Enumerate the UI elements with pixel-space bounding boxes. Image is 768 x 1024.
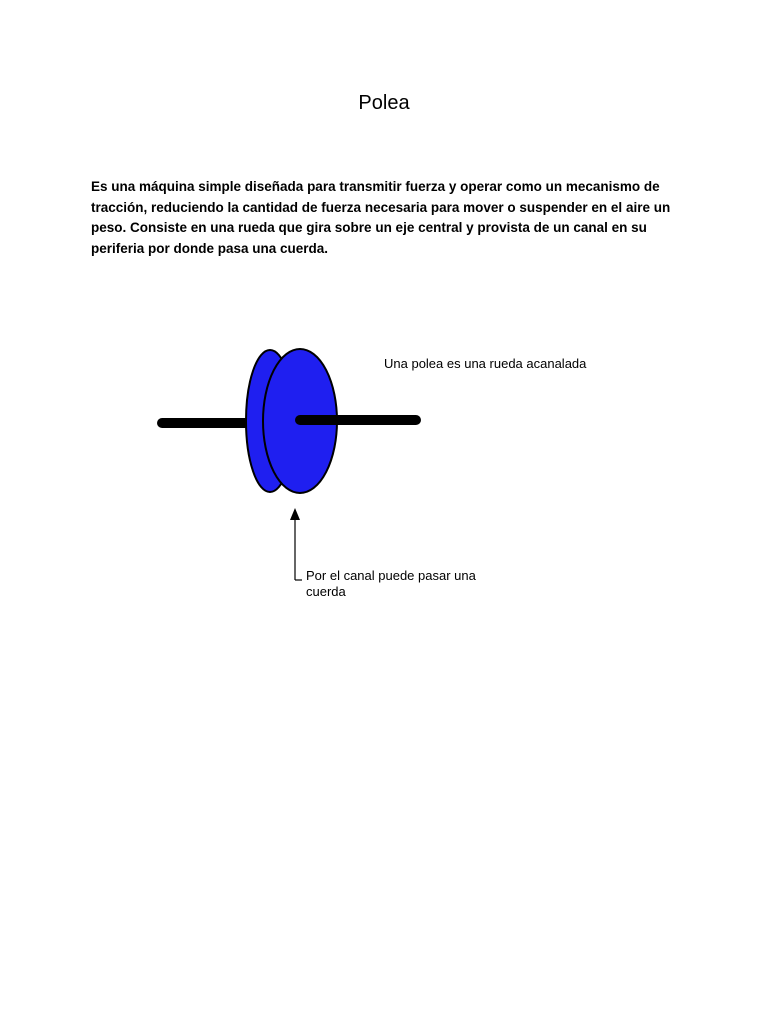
wheel-label: Una polea es una rueda acanalada bbox=[384, 356, 587, 371]
intro-paragraph: Es una máquina simple diseñada para transmitir fuerza y operar como un mecanismo de tracción, reduciendo la cantidad de fuerza necesaria para mover o suspender en el aire un peso. Consiste en una rueda que gira sobre un eje central y provista de un canal en su periferia por donde pasa una cuerda. bbox=[91, 179, 671, 256]
groove-label: Por el canal puede pasar una cuerda bbox=[306, 568, 476, 599]
arrow-head-icon bbox=[290, 508, 300, 520]
page-title: Polea bbox=[358, 92, 410, 114]
pulley-diagram bbox=[140, 330, 620, 620]
